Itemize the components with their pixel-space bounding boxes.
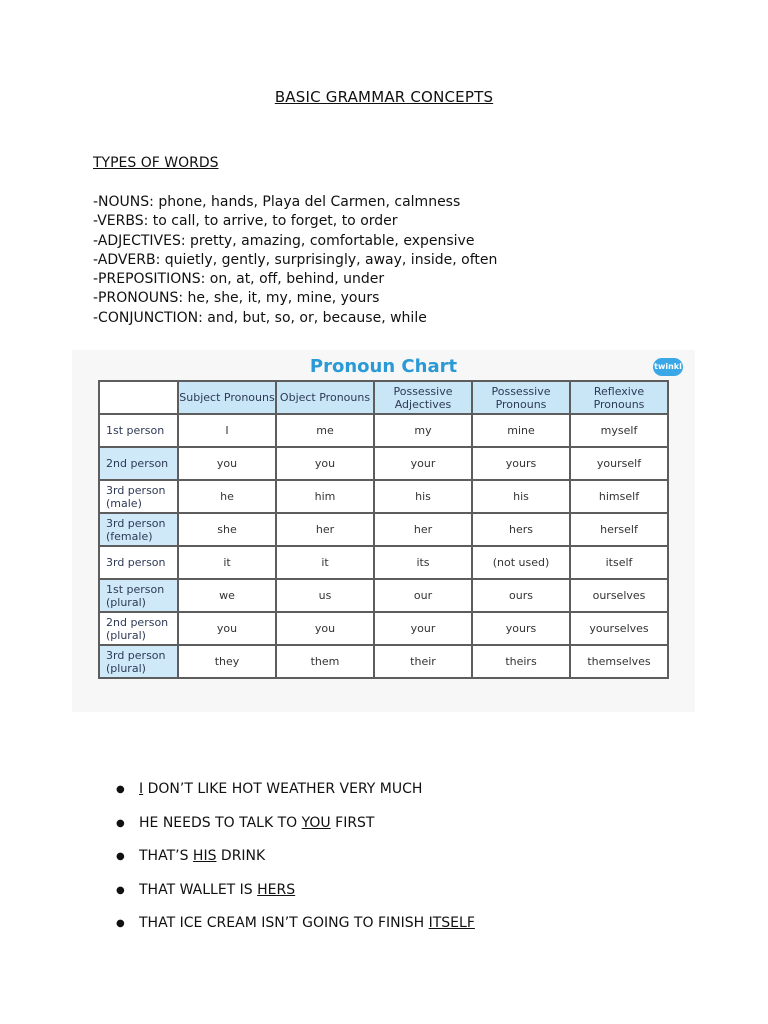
- sentence-text: DON’T LIKE HOT WEATHER VERY MUCH: [143, 781, 423, 797]
- table-cell: yourself: [570, 447, 668, 480]
- underlined-pronoun: HERS: [257, 881, 296, 898]
- column-header: Possessive Pronouns: [472, 381, 570, 414]
- pronoun-table-body: [99, 414, 668, 678]
- table-cell: it: [276, 546, 374, 579]
- word-type-item: -NOUNS: phone, hands, Playa del Carmen, calmness: [93, 194, 461, 210]
- table-cell: yourselves: [570, 612, 668, 645]
- table-cell: our: [374, 579, 472, 612]
- table-cell: himself: [570, 480, 668, 513]
- row-label: 1st person (plural): [99, 579, 178, 612]
- table-cell: them: [276, 645, 374, 678]
- table-cell: you: [178, 447, 276, 480]
- table-cell: mine: [472, 414, 570, 447]
- table-cell: his: [472, 480, 570, 513]
- table-cell: herself: [570, 513, 668, 546]
- table-cell: us: [276, 579, 374, 612]
- bullet-icon: ●: [116, 851, 125, 863]
- table-cell: (not used): [472, 546, 570, 579]
- table-cell: she: [178, 513, 276, 546]
- table-cell: you: [178, 612, 276, 645]
- table-cell: I: [178, 414, 276, 447]
- table-cell: her: [374, 513, 472, 546]
- underlined-pronoun: HIS: [192, 848, 217, 865]
- row-label: 2nd person: [99, 447, 178, 480]
- table-cell: your: [374, 612, 472, 645]
- example-sentence: [116, 781, 475, 815]
- pronoun-chart-figure: [72, 350, 695, 712]
- row-label: 3rd person (female): [99, 513, 178, 546]
- column-header: Object Pronouns: [276, 381, 374, 414]
- table-cell: it: [178, 546, 276, 579]
- table-row: [99, 447, 668, 480]
- sentence-text: DRINK: [216, 848, 266, 865]
- sentence-text: HE NEEDS TO TALK TO: [139, 814, 302, 831]
- sentence-text: THAT ICE CREAM ISN’T GOING TO FINISH: [139, 915, 429, 932]
- column-header: Reflexive Pronouns: [570, 381, 668, 414]
- chart-title: Pronoun Chart: [309, 356, 458, 377]
- table-cell: yours: [472, 447, 570, 480]
- column-header: Possessive Adjectives: [374, 381, 472, 414]
- bullet-icon: ●: [116, 817, 125, 829]
- underlined-pronoun: YOU: [301, 814, 331, 831]
- table-row: [99, 612, 668, 645]
- table-row: [99, 480, 668, 513]
- table-row: [99, 513, 668, 546]
- table-cell: hers: [472, 513, 570, 546]
- table-cell: her: [276, 513, 374, 546]
- example-sentence: [116, 815, 475, 849]
- table-cell: themselves: [570, 645, 668, 678]
- table-cell: he: [178, 480, 276, 513]
- bullet-icon: ●: [116, 784, 125, 795]
- sentence-text: FIRST: [330, 814, 375, 831]
- bullet-icon: ●: [116, 884, 125, 896]
- table-cell: his: [374, 480, 472, 513]
- example-sentence: [116, 915, 475, 949]
- table-cell: yours: [472, 612, 570, 645]
- row-label: 3rd person: [99, 546, 178, 579]
- column-header: Subject Pronouns: [178, 381, 276, 414]
- word-types-list: [93, 193, 497, 328]
- table-row: [99, 546, 668, 579]
- word-type-item: -PREPOSITIONS: on, at, off, behind, under: [93, 271, 385, 288]
- example-sentence: [116, 882, 475, 916]
- table-cell: they: [178, 645, 276, 678]
- pronoun-table: [98, 380, 669, 679]
- table-cell: theirs: [472, 645, 570, 678]
- table-cell: myself: [570, 414, 668, 447]
- table-cell: ours: [472, 579, 570, 612]
- sentence-text: THAT WALLET IS: [139, 881, 258, 898]
- row-label: 3rd person (plural): [99, 645, 178, 678]
- table-cell: him: [276, 480, 374, 513]
- table-cell: you: [276, 447, 374, 480]
- bullet-icon: ●: [116, 918, 125, 930]
- underlined-pronoun: ITSELF: [428, 915, 475, 932]
- table-row: [99, 579, 668, 612]
- row-label: 3rd person (male): [99, 480, 178, 513]
- document-title: BASIC GRAMMAR CONCEPTS: [274, 88, 494, 106]
- table-row: [99, 414, 668, 447]
- table-cell: we: [178, 579, 276, 612]
- table-cell: my: [374, 414, 472, 447]
- section-heading: TYPES OF WORDS: [93, 155, 219, 171]
- sentence-text: THAT’S: [139, 848, 193, 865]
- table-cell: itself: [570, 546, 668, 579]
- table-cell: me: [276, 414, 374, 447]
- table-cell: your: [374, 447, 472, 480]
- example-sentence: [116, 848, 475, 882]
- twinkl-logo: twinkl: [653, 358, 683, 376]
- word-type-item: -CONJUNCTION: and, but, so, or, because, while: [93, 309, 427, 326]
- row-label: 1st person: [99, 414, 178, 447]
- table-cell: you: [276, 612, 374, 645]
- table-cell: its: [374, 546, 472, 579]
- word-type-item: -VERBS: to call, to arrive, to forget, to order: [93, 213, 398, 230]
- example-sentences: [116, 781, 475, 949]
- underlined-pronoun: I: [139, 781, 144, 797]
- word-type-item: -ADJECTIVES: pretty, amazing, comfortable, expensive: [93, 232, 475, 249]
- table-cell: their: [374, 645, 472, 678]
- word-type-item: -ADVERB: quietly, gently, surprisingly, away, inside, often: [93, 251, 498, 268]
- word-type-item: -PRONOUNS: he, she, it, my, mine, yours: [93, 290, 380, 307]
- row-label: 2nd person (plural): [99, 612, 178, 645]
- table-row: [99, 645, 668, 678]
- table-cell: ourselves: [570, 579, 668, 612]
- table-corner-cell: [99, 381, 178, 414]
